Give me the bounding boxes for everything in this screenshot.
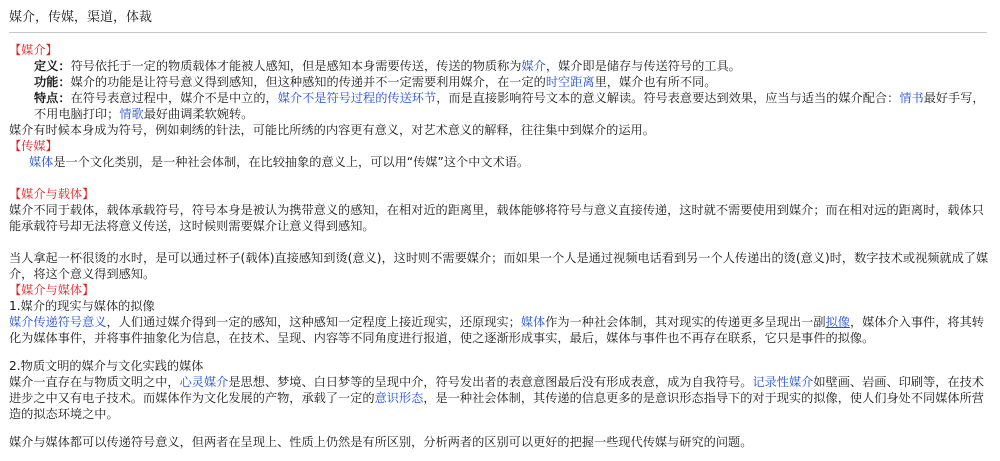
spacer xyxy=(9,422,989,434)
reality-paragraph xyxy=(9,314,989,346)
medium-extra-paragraph: 媒介有时候本身成为符号，例如刺绣的针法，可能比所绣的内容更有意义，对艺术意义的解释，往往集中到媒介的运用。 xyxy=(9,123,655,137)
link-love-song[interactable]: 情歌 xyxy=(119,107,144,121)
carrier-paragraph-2: 当人拿起一杯很烫的水时，是可以通过杯子(载体)直接感知到烫(意义)，这时则不需要媒介；而如果一个人是通过视频电话看到另一个人传递出的烫(意义)时，数字技术或视频就成了媒介，将这个意义得到感知。 xyxy=(9,251,989,281)
function-text-end: 里，媒介也有所不同。 xyxy=(594,75,717,89)
spacer xyxy=(9,346,989,358)
feature-text: 在符号表意过程中，媒介不是中立的， xyxy=(70,91,278,105)
material-text-mid2: 如壁画、岩画、印刷等，在技术进步之中又有电子技术。而媒体作为文化发展的产物，承载了一定的 xyxy=(9,375,984,405)
material-text-end: ，是一种社会体制，其传递的信息更多的是意识形态指导下的对于现实的拟像，使人们身处不同媒体所营造的拟态环境之中。 xyxy=(9,391,984,421)
feature-text-mid: ，而是直接影响符号文本的意义解读。符号表意要达到效果，应当与适当的媒介配合： xyxy=(436,91,900,105)
feature-text-mid2: 最好手写，不用电脑打印； xyxy=(34,91,985,121)
link-mental-medium[interactable]: 心灵媒介 xyxy=(179,375,229,389)
media-text: 是一个文化类别，是一种社会体制，在比较抽象的意义上，可以用“传媒”这个中文术语。 xyxy=(53,155,530,169)
link-medium[interactable]: 媒介 xyxy=(521,59,546,73)
material-paragraph xyxy=(9,374,989,422)
definition-text-end: ，媒介即是储存与传送符号的工具。 xyxy=(545,59,741,73)
link-love-letter[interactable]: 情书 xyxy=(899,91,924,105)
subheading-material-culture: 2.物质文明的媒介与文化实践的媒体 xyxy=(9,359,204,373)
section-heading-medium-media: 【媒介与媒体】 xyxy=(9,283,95,297)
link-transmission-stage[interactable]: 媒介不是符号过程的传送环节 xyxy=(277,91,437,105)
article xyxy=(9,10,989,450)
definition-text: 符号依托于一定的物质载体才能被人感知，但是感知本身需要传送，传送的物质称为 xyxy=(70,59,522,73)
spacer xyxy=(9,234,989,250)
material-text: 媒介一直存在与物质文明之中， xyxy=(9,375,180,389)
feature-text-end: 最好曲调柔软婉转。 xyxy=(143,107,254,121)
carrier-paragraph-1: 媒介不同于载体，载体承载符号，符号本身是被认为携带意义的感知，在相对近的距离里，载体能够将符号与意义直接传递，这时就不需要使用到媒介；而在相对远的距离时，载体只能承载符号却无法将意义传送，这时候则需要媒介让意义得到感知。 xyxy=(9,203,984,233)
link-recording-medium[interactable]: 记录性媒介 xyxy=(752,375,814,389)
function-label: 功能： xyxy=(34,75,71,89)
conclusion-paragraph: 媒介与媒体都可以传递符号意义，但两者在呈现上、性质上仍然是有所区别，分析两者的区别可以更好的把握一些现代传媒与研究的问题。 xyxy=(9,435,753,449)
section-heading-medium-carrier: 【媒介与载体】 xyxy=(9,187,95,201)
link-simulacra[interactable]: 拟像 xyxy=(825,315,850,329)
definition-label: 定义： xyxy=(34,59,71,73)
reality-text-mid: 作为一种社会体制，其对现实的传递更多呈现出一副 xyxy=(545,315,826,329)
function-paragraph xyxy=(9,74,989,90)
page-title: 媒介，传媒，渠道，体裁 xyxy=(9,10,153,25)
subheading-reality-simulacra: 1.媒介的现实与媒体的拟像 xyxy=(9,299,155,313)
material-text-mid: 是思想、梦境、白日梦等的呈现中介，符号发出者的表意意图最后没有形成表意，成为自我符号。 xyxy=(228,375,753,389)
media-paragraph xyxy=(9,154,989,170)
reality-text: ，人们通过媒介得到一定的感知，这种感知一定程度上接近现实，还原现实； xyxy=(106,315,521,329)
feature-label: 特点： xyxy=(34,91,71,105)
section-heading-medium: 【媒介】 xyxy=(9,43,58,57)
link-medium-transmits-meaning[interactable]: 媒介传递符号意义 xyxy=(9,315,107,329)
section-heading-media: 【传媒】 xyxy=(9,139,58,153)
definition-paragraph xyxy=(9,58,989,74)
link-ideology[interactable]: 意识形态 xyxy=(374,391,424,405)
title-divider xyxy=(9,32,987,33)
function-text: 媒介的功能是让符号意义得到感知，但这种感知的传递并不一定需要利用媒介，在一定的 xyxy=(70,75,546,89)
spacer xyxy=(9,170,989,186)
link-media-2[interactable]: 媒体 xyxy=(520,315,546,329)
link-media[interactable]: 媒体 xyxy=(29,155,54,169)
link-spacetime-distance[interactable]: 时空距离 xyxy=(545,75,595,89)
feature-paragraph xyxy=(9,90,989,122)
reality-text-end: ，媒体介入事件，将其转化为媒体事件，并将事件抽象化为信息，在技术、呈现、内容等不同角度进行报道，使之逐渐形成事实，最后，媒体与事件也不再存在联系，它只是事件的拟像。 xyxy=(9,315,984,345)
